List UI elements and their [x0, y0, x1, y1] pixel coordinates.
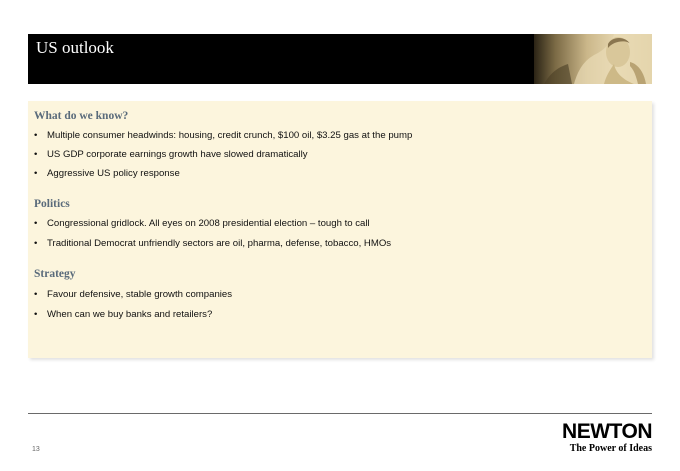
bullet-item	[34, 238, 391, 249]
bullet-item	[34, 149, 308, 160]
newton-logo	[562, 421, 652, 455]
footer-divider	[28, 413, 652, 414]
page-number: 13	[32, 446, 40, 453]
bullet-text: Favour defensive, stable growth companies	[47, 289, 233, 300]
bullet-item	[34, 218, 370, 229]
bullet-text: Traditional Democrat unfriendly sectors are oil, pharma, defense, tobacco, HMOs	[47, 238, 392, 249]
bullet-item	[34, 309, 212, 320]
bullet-dot: •	[34, 149, 38, 160]
logo-wordmark: NEWTON	[562, 420, 652, 443]
bullet-text: Aggressive US policy response	[47, 168, 180, 179]
bullet-text: Multiple consumer headwinds: housing, credit crunch, $100 oil, $3.25 gas at the pump	[47, 130, 413, 141]
statue-illustration	[534, 34, 652, 84]
bullet-text: When can we buy banks and retailers?	[47, 309, 213, 320]
bullet-dot: •	[34, 168, 38, 179]
title-bar	[28, 34, 652, 84]
section-heading-what-do-we-know: What do we know?	[34, 110, 129, 122]
bullet-text: Congressional gridlock. All eyes on 2008 presidential election – tough to call	[47, 218, 370, 229]
bullet-text: US GDP corporate earnings growth have slowed dramatically	[47, 149, 308, 160]
statue-image	[534, 34, 652, 84]
bullet-dot: •	[34, 289, 38, 300]
bullet-dot: •	[34, 238, 38, 249]
bullet-item	[34, 289, 232, 300]
bullet-dot: •	[34, 218, 38, 229]
bullet-item	[34, 130, 412, 141]
content-panel	[28, 101, 652, 358]
bullet-dot: •	[34, 130, 38, 141]
logo-tagline: The Power of Ideas	[569, 443, 652, 454]
bullet-dot: •	[34, 309, 38, 320]
section-heading-strategy: Strategy	[34, 268, 76, 280]
section-heading-politics: Politics	[34, 198, 70, 210]
bullet-item	[34, 168, 180, 179]
page-title: US outlook	[36, 38, 114, 57]
